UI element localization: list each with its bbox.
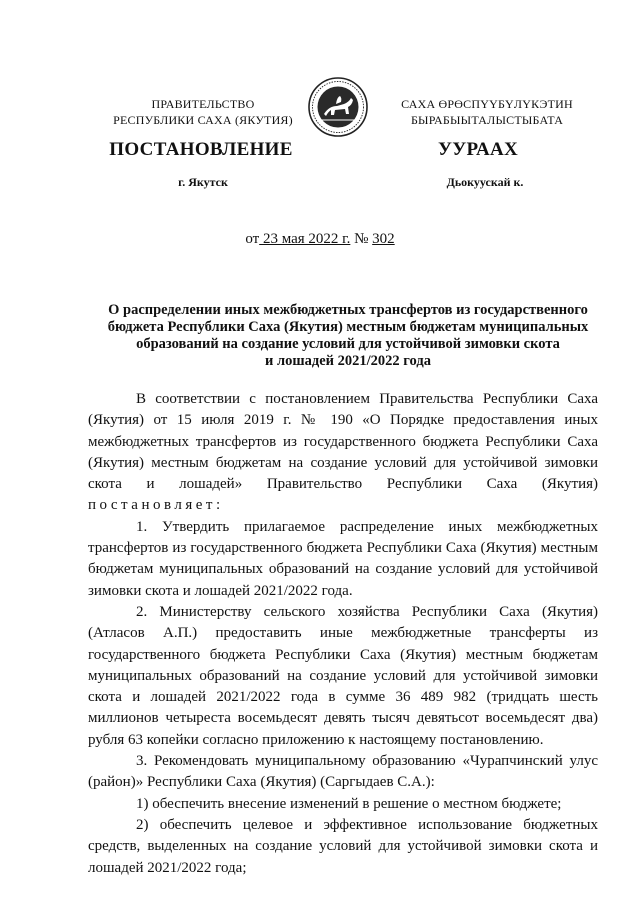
government-name-ru xyxy=(88,96,318,128)
decree-word: постановляет: xyxy=(88,497,224,514)
title-line-1: О распределении иных межбюджетных трансфертов из государственного xyxy=(108,302,588,318)
title-line-3: образований на создание условий для устойчивой зимовки скота xyxy=(136,336,560,352)
paragraph-3-item-1: 1) обеспечить внесение изменений в решение о местном бюджете; xyxy=(136,795,562,812)
document-body xyxy=(88,389,598,879)
intro-text: В соответствии с постановлением Правительства Республики Саха (Якутия) от 15 июля 2019 г. № 190 «О Порядке предоставления иных межбюджетных трансфертов из государственного бюджета Республики Саха (Якутия) местным бюджетам на создание условий для устойчивой зимовки скота и лошадей» Правительство Республики Саха (Якутия) xyxy=(88,391,598,493)
document-title xyxy=(88,302,608,370)
document-number: 302 xyxy=(372,231,395,247)
title-line-4: и лошадей 2021/2022 года xyxy=(265,353,431,369)
city-ru: г. Якутск xyxy=(178,175,228,189)
paragraph-3-item-2: 2) обеспечить целевое и эффективное использование бюджетных средств, выделенных на создание условий для устойчивой зимовки скота и лошадей 2021/2022 года; xyxy=(88,816,598,876)
doc-type-ru: ПОСТАНОВЛЕНИЕ xyxy=(109,139,293,160)
government-line-1-sah: САХА ӨРӨСПҮҮБҮЛҮКЭТИН xyxy=(401,97,573,111)
coat-of-arms-icon xyxy=(307,76,369,138)
government-line-2: РЕСПУБЛИКИ САХА (ЯКУТИЯ) xyxy=(113,113,293,127)
government-name-sah xyxy=(382,96,592,128)
city-sah: Дьокуускай к. xyxy=(446,175,524,189)
doc-type-sah: УУРААХ xyxy=(437,139,519,160)
paragraph-1: 1. Утвердить прилагаемое распределение иных межбюджетных трансфертов из государственного бюджета Республики Саха (Якутия) местным бюджетам муниципальных образований на создание условий для устойчивой зимовки скота и лошадей 2021/2022 года. xyxy=(88,518,598,599)
title-line-2: бюджета Республики Саха (Якутия) местным бюджетам муниципальных xyxy=(107,319,589,335)
date-line xyxy=(0,231,640,248)
government-line-1: ПРАВИТЕЛЬСТВО xyxy=(151,97,255,111)
paragraph-3: 3. Рекомендовать муниципальному образованию «Чурапчинский улус (район)» Республики Саха (Якутия) (Саргыдаев С.А.): xyxy=(88,753,598,791)
document-date: 23 мая 2022 г. xyxy=(259,231,351,247)
number-label: № xyxy=(350,231,373,247)
intro-paragraph xyxy=(88,389,598,517)
date-prefix: от xyxy=(245,231,260,247)
government-line-2-sah: БЫРАБЫЫТАЛЫСТЫБАТА xyxy=(410,113,564,127)
paragraph-2: 2. Министерству сельского хозяйства Республики Саха (Якутия) (Атласов А.П.) предоставить иные межбюджетные трансферты из государственного бюджета Республики Саха (Якутия) местным бюджетам муниципальных образований на создание условий для устойчивой зимовки скота и лошадей 2021/2022 года в сумме 36 489 982 (тридцать шесть миллионов четыреста восемьдесят девять тысяч девятьсот восемьдесят два) рубля 63 копейки согласно приложению к настоящему постановлению. xyxy=(88,603,598,748)
